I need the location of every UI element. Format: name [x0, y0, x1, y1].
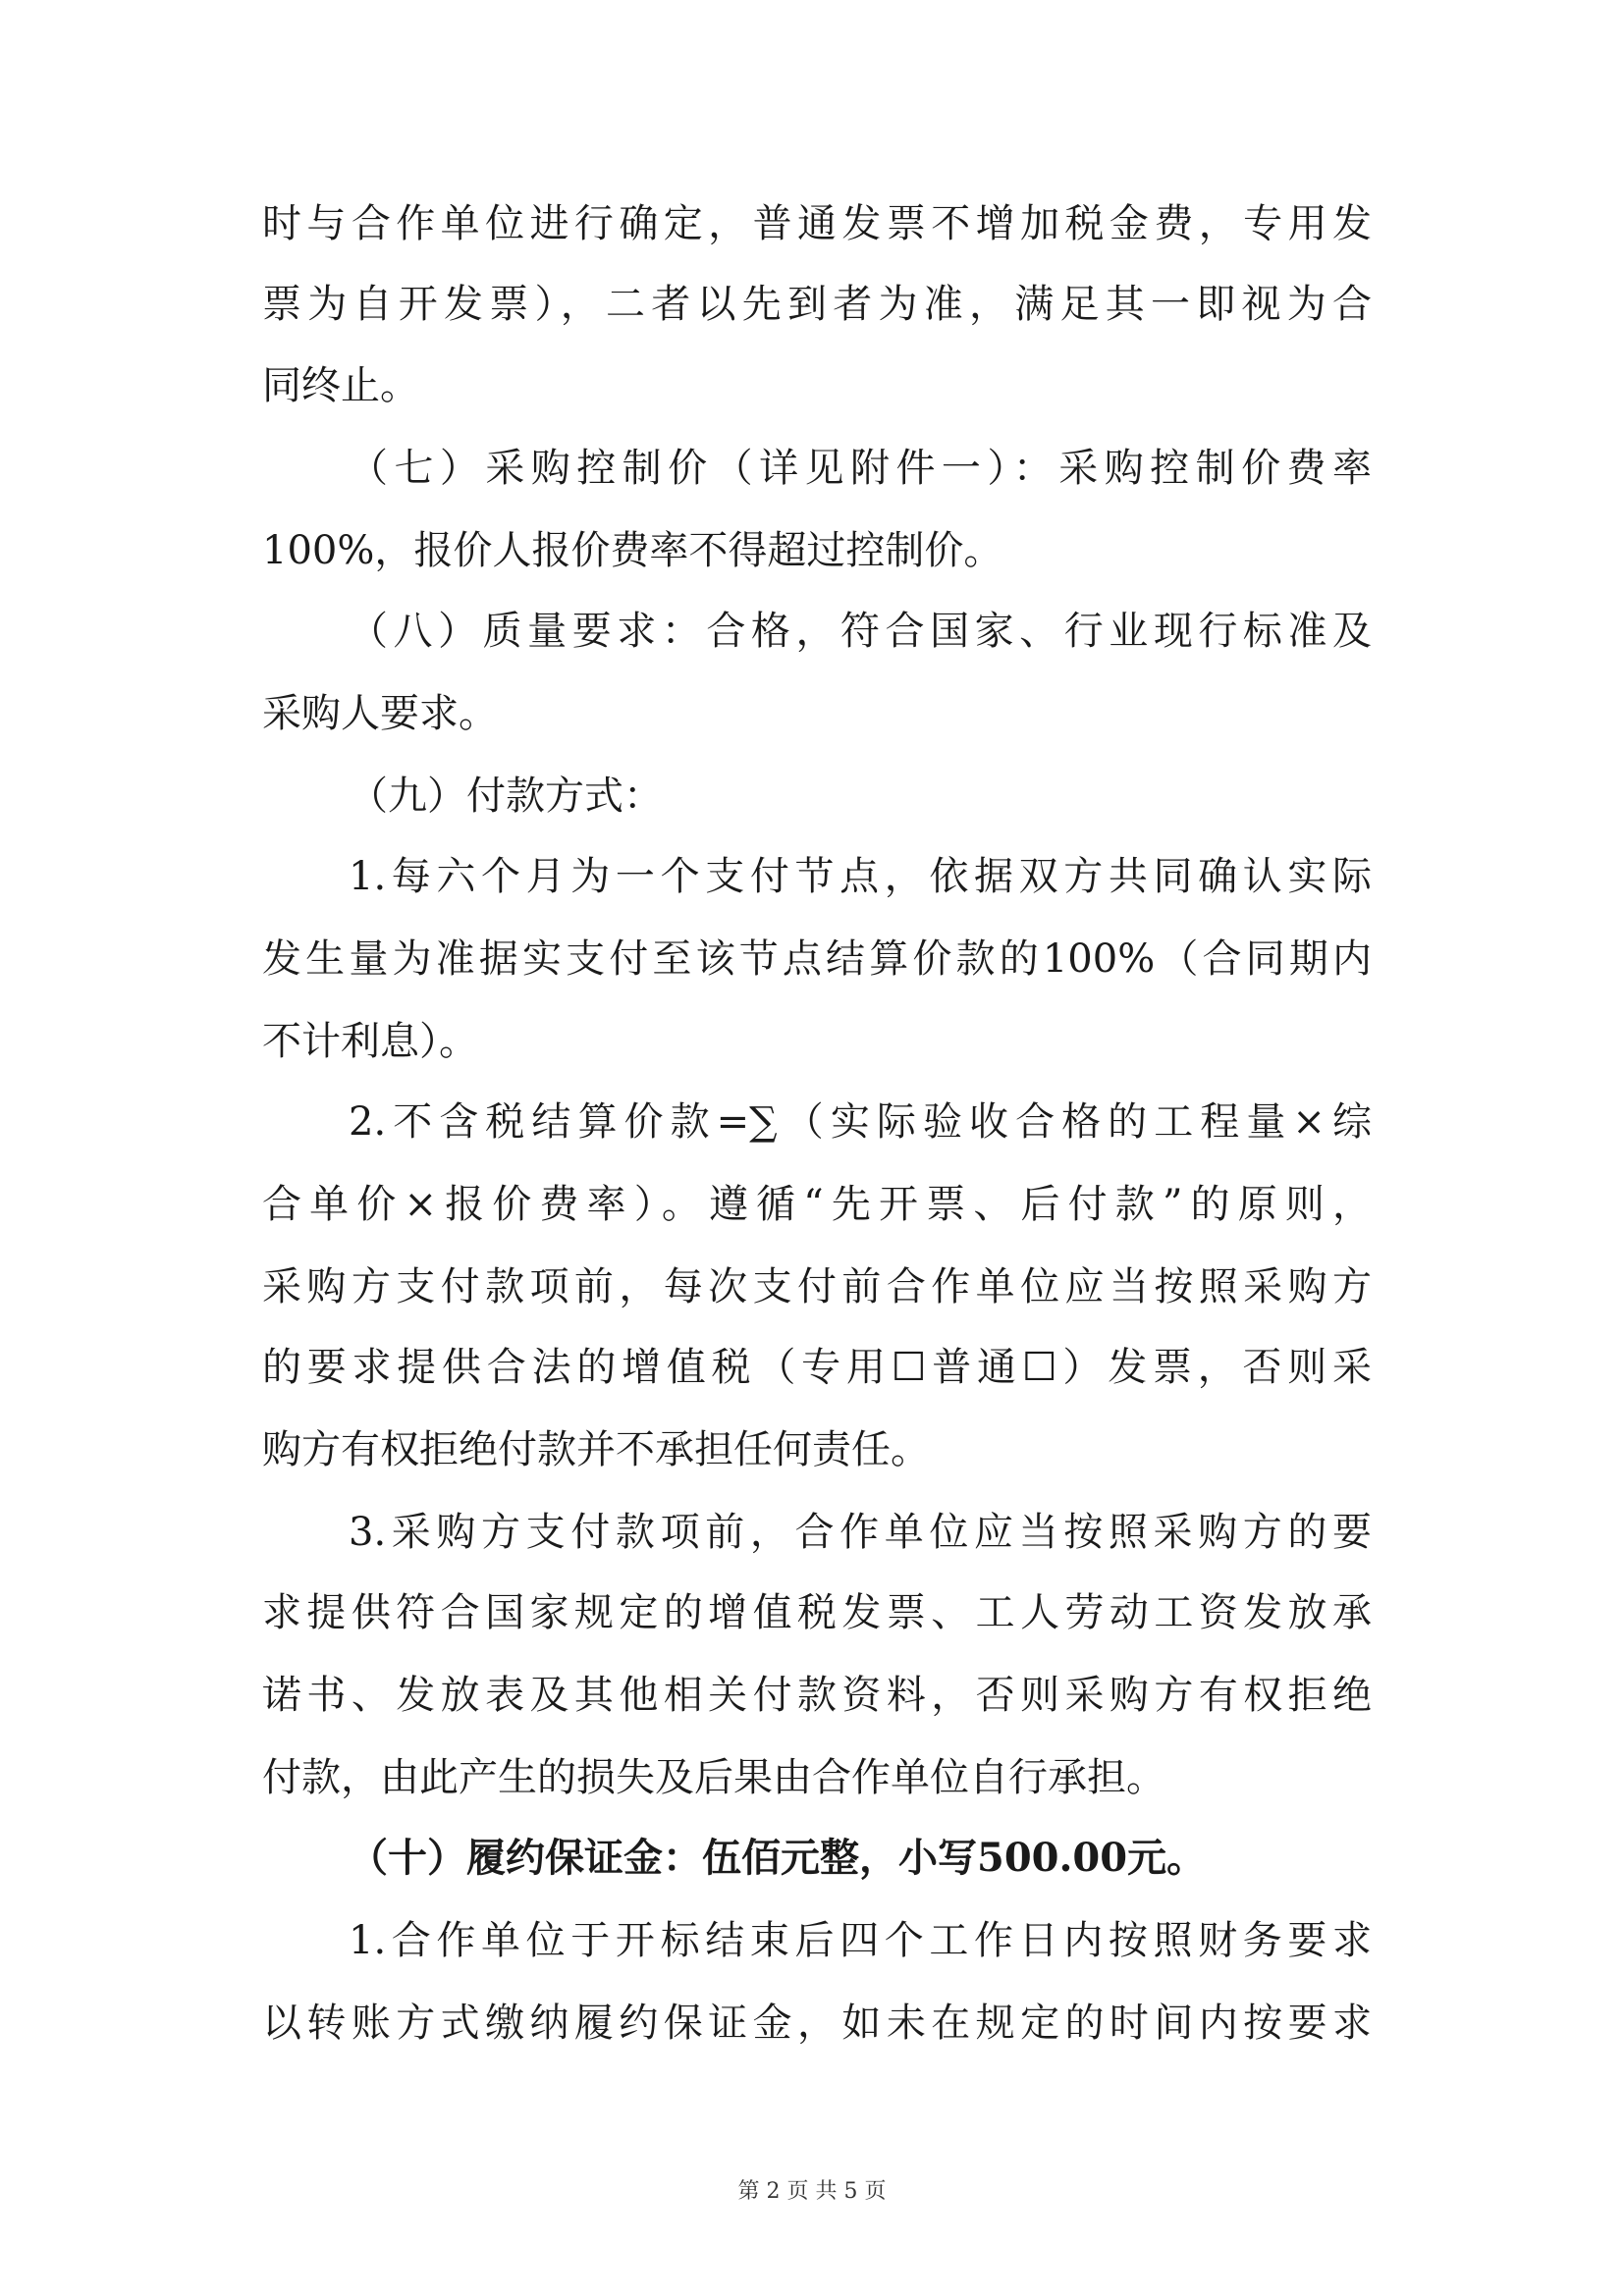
paragraph-line: 1.合作单位于开标结束后四个工作日内按照财务要求 — [349, 1918, 1372, 1963]
paragraph-line: 以转账方式缴纳履约保证金，如未在规定的时间内按要求 — [262, 2001, 1372, 2046]
paragraph-line: （八）质量要求：合格，符合国家、行业现行标准及 — [349, 609, 1372, 654]
paragraph-line: 采购方支付款项前，每次支付前合作单位应当按照采购方 — [262, 1264, 1372, 1309]
paragraph-line: 合单价×报价费率）。遵循“先开票、后付款”的原则， — [262, 1182, 1372, 1227]
paragraph-line: 3.采购方支付款项前，合作单位应当按照采购方的要 — [349, 1510, 1372, 1555]
paragraph-line: 求提供符合国家规定的增值税发票、工人劳动工资发放承 — [262, 1590, 1372, 1635]
paragraph-line: 发生量为准据实支付至该节点结算价款的100%（合同期内 — [262, 936, 1372, 982]
paragraph-line: 2.不含税结算价款=∑（实际验收合格的工程量×综 — [349, 1099, 1372, 1145]
paragraph-line: （十）履约保证金：伍佰元整，小写500.00元。 — [349, 1835, 1207, 1881]
paragraph-line: 1.每六个月为一个支付节点，依据双方共同确认实际 — [349, 854, 1372, 899]
paragraph-line: 时与合作单位进行确定，普通发票不增加税金费，专用发 — [262, 201, 1372, 246]
paragraph-line: （七）采购控制价（详见附件一）：采购控制价费率 — [349, 446, 1372, 491]
paragraph-line: 的要求提供合法的增值税（专用☐普通☐）发票，否则采 — [262, 1345, 1372, 1390]
paragraph-line: 不计利息）。 — [262, 1019, 478, 1064]
paragraph-line: 同终止。 — [262, 363, 419, 408]
paragraph-line: 诺书、发放表及其他相关付款资料，否则采购方有权拒绝 — [262, 1673, 1372, 1718]
paragraph-line: （九）付款方式： — [349, 774, 663, 819]
paragraph-line: 票为自开发票），二者以先到者为准，满足其一即视为合 — [262, 282, 1372, 327]
paragraph-line: 付款，由此产生的损失及后果由合作单位自行承担。 — [262, 1755, 1165, 1800]
paragraph-line: 100%，报价人报价费率不得超过控制价。 — [262, 528, 1003, 573]
page-number-footer: 第 2 页 共 5 页 — [737, 2179, 887, 2204]
paragraph-line: 购方有权拒绝付款并不承担任何责任。 — [262, 1427, 930, 1472]
paragraph-line: 采购人要求。 — [262, 691, 498, 736]
